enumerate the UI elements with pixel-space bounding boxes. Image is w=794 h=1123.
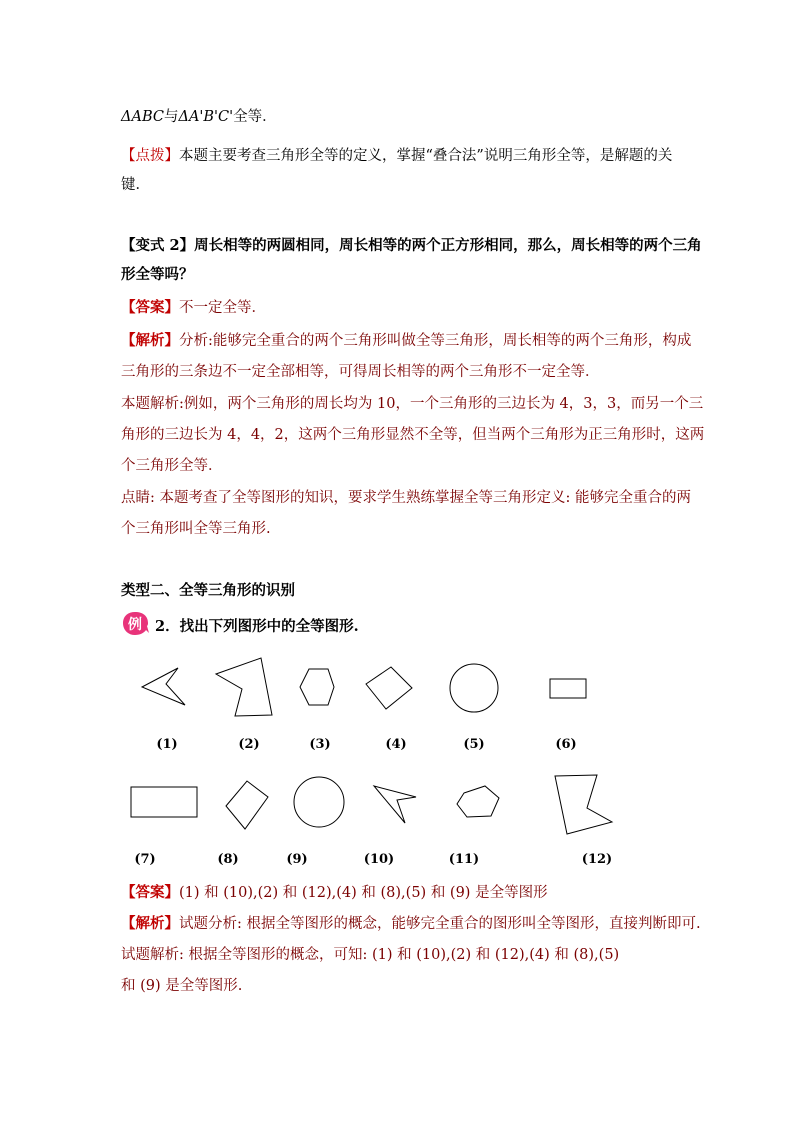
figure-label-7: (7) (134, 852, 156, 867)
figure-label-1: (1) (156, 737, 178, 752)
figure-8-shape (226, 781, 268, 829)
with-word: 与 (163, 109, 179, 125)
dianbo-tag: 【点拨】 (121, 148, 179, 164)
example2-solution-line-2: 和 (9) 是全等图形. (121, 978, 243, 994)
variant2-solution-line-3: 个三角形全等． (121, 458, 223, 474)
figure-label-3: (3) (309, 737, 331, 752)
figure-label-5: (5) (463, 737, 485, 752)
figure-3-shape (300, 669, 334, 705)
figure-label-12: (12) (581, 852, 613, 867)
dianbo-text-1: 本题主要考查三角形全等的定义，掌握“叠合法”说明三角形全等，是解题的关 (179, 148, 673, 164)
figure-12-shape (555, 775, 612, 834)
example2-analysis-line (121, 914, 701, 934)
example2-analysis-text: 试题分析: 根据全等图形的概念，能够完全重合的图形叫全等图形，直接判断即可. (179, 916, 701, 932)
dianbo-line-2: 键． (121, 177, 150, 193)
figure-10-shape (374, 786, 416, 823)
figure-label-2: (2) (238, 737, 260, 752)
figure-7-shape (131, 787, 197, 817)
variant2-solution-line-1: 本题解析:例如，两个三角形的周长均为 10，一个三角形的三边长为 4，3，3，而另一个三 (121, 396, 704, 412)
variant2-tag: 【变式 2】 (121, 237, 195, 254)
figure-label-4: (4) (385, 737, 407, 752)
example2-answer-line (121, 883, 548, 903)
variant2-tip-line-2: 个三角形叫全等三角形. (121, 521, 271, 537)
figure-label-11: (11) (448, 852, 480, 867)
figure-label-10: (10) (363, 852, 395, 867)
figure-1-shape (142, 668, 185, 705)
figure-6-shape (550, 679, 586, 698)
badge-label: 例 (128, 617, 142, 633)
example2-question: 2．找出下列图形中的全等图形. (155, 618, 359, 635)
figure-2-shape (216, 658, 272, 716)
figure-9-shape (294, 777, 344, 827)
figure-11-shape (457, 786, 499, 817)
variant2-solution-line-2: 角形的三边长为 4，4，2，这两个三角形显然不全等，但当两个三角形为正三角形时，这两 (121, 427, 705, 443)
figure-label-8: (8) (217, 852, 239, 867)
example2-answer-text: (1) 和 (10),(2) 和 (12),(4) 和 (8),(5) 和 (9) 是全等图形 (179, 885, 548, 901)
triangle-abc: ΔABC (121, 109, 164, 125)
figure-label-9: (9) (286, 852, 308, 867)
example2-answer-tag: 【答案】 (121, 884, 179, 901)
variant2-answer-text: 不一定全等． (179, 300, 266, 316)
type2-heading: 类型二、全等三角形的识别 (121, 582, 295, 599)
figure-label-6: (6) (555, 737, 577, 752)
figure-4-shape (366, 667, 412, 709)
figure-5-shape (450, 664, 498, 712)
variant2-analysis-line-2: 三角形的三条边不一定全部相等，可得周长相等的两个三角形不一定全等． (121, 364, 600, 380)
triangle-abc-prime: ΔA'B'C' (178, 109, 234, 125)
example2-analysis-tag: 【解析】 (121, 915, 179, 932)
variant2-analysis-text-1: 分析:能够完全重合的两个三角形叫做全等三角形，周长相等的两个三角形，构成 (179, 333, 692, 349)
variant2-question-text-1: 周长相等的两圆相同，周长相等的两个正方形相同，那么，周长相等的两个三角 (194, 237, 702, 254)
variant2-question-line-2: 形全等吗？ (121, 266, 194, 283)
congruent-word: 全等． (233, 109, 277, 125)
variant2-analysis-tag: 【解析】 (121, 332, 179, 349)
variant2-answer-tag: 【答案】 (121, 299, 179, 316)
example2-solution-line-1: 试题解析: 根据全等图形的概念，可知: (1) 和 (10),(2) 和 (12),(4) 和 (8),(5) (121, 947, 620, 963)
variant2-tip-line-1: 点睛: 本题考查了全等图形的知识，要求学生熟练掌握全等三角形定义: 能够完全重合的两 (121, 490, 691, 506)
